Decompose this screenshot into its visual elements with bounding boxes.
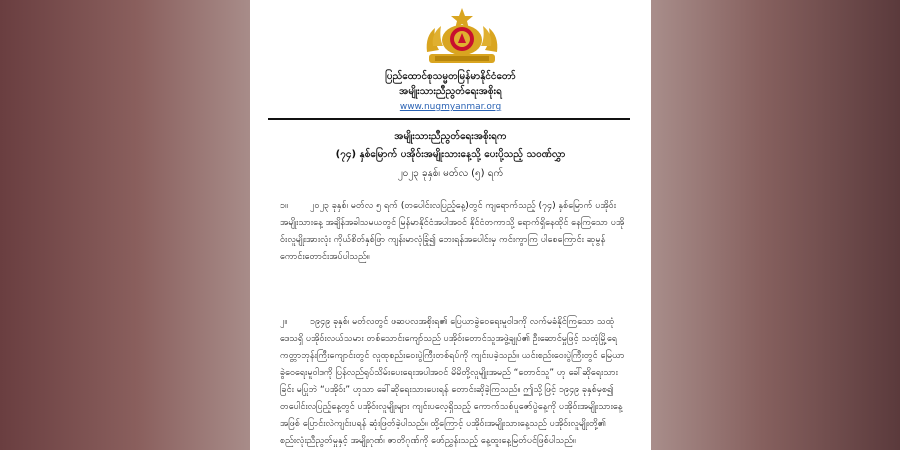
state-seal-emblem [423,6,501,66]
document-page [250,0,651,450]
document-title-line2: (၇၄) နှစ်မြောက် ပအိုဝ်းအမျိုးသားနေ့သို့ ပေးပို့သည့် သဝဏ်လွှာ [335,149,566,160]
government-name-line2: အမျိုးသားညီညွတ်ရေးအစိုးရ [399,86,502,97]
paragraph-text: ၂၀၂၃ ခုနှစ်၊ မတ်လ ၅ ရက် (တပေါင်းလပြည့်နေ့)တွင် ကျရောက်သည့် (၇၄) နှစ်မြောက် ပအိုဝ်းအမျိုးသားနေ့ အချိန်အခါသမယတွင် မြန်မာနိုင်ငံအပါအဝင် နိုင်ငံတကာသို့ ရောက်ရှိနေထိုင် နေကြသော ပအိုဝ်းလူမျိုးအားလုံး ကိုယ်စိတ်နှစ်ဖြာ ကျန်းမာလုံခြုံ၍ ဘေးရန်အပေါင်းမှ ကင်းကွာကြ ပါစေကြောင်း ဆုမွန်ကောင်းတောင်းအပ်ပါသည်။ [280,201,625,262]
document-title-line1: အမျိုးသားညီညွတ်ရေးအစိုးရက [394,131,507,142]
paragraph-1 [280,198,625,266]
document-date: ၂၀၂၃ ခုနှစ်၊ မတ်လ (၅) ရက် [397,168,504,179]
background-right [650,0,900,450]
paragraph-2 [280,314,625,450]
paragraph-number: ၁။ [280,201,288,211]
website-link[interactable]: www.nugmyanmar.org [399,102,502,112]
paragraph-number: ၂။ [280,317,288,327]
government-name-line1: ပြည်ထောင်စုသမ္မတမြန်မာနိုင်ငံတော် [385,71,516,82]
paragraph-text: ၁၉၄၉ ခုနှစ်၊ မတ်လတွင် ဖဆပလအစိုးရ၏ ပြေယာခွဲဝေရေးမူဝါဒကို လက်မခံနိုင်ကြသော သထုံဒေသရှိ ပအိုဝ်းလယ်သမား တစ်သောင်းကျော်သည် ပအိုဝ်းတောင်သူအဖွဲ့ချုပ်၏ ဦးဆောင်မှုဖြင့် သထုံမြို့ရေကတ္တာဘုန်းကြီးကျောင်းတွင် လူထုစည်းဝေးပွဲကြီးတစ်ရပ်ကို ကျင်းပခဲ့သည်။ ယင်းစည်းဝေးပွဲကြီးတွင် မြေယာခွဲဝေရေးမူဝါဒကို ပြန်လည်ရုပ်သိမ်းပေးရေးအပါအဝင် မိမိတို့လူမျိုးအမည် “တောင်သူ” ဟု ခေါ်ဆိုရေးသားခြင်း မပြုဘဲ “ပအိုဝ်း” ဟုသာ ခေါ်ဆိုရေးသားပေးရန် တောင်းဆိုခဲ့ကြသည်။ ဤသို့ဖြင့် ၁၉၄၉ ခုနှစ်မှစ၍ တပေါင်းလပြည့်နေ့တွင် ပအိုဝ်းလူမျိုးများ ကျင်းပလေ့ရှိသည့် ကောက်သစ်ပူဇော်ပွဲနေ့ကို ပအိုဝ်းအမျိုးသားနေ့အဖြစ် ပြောင်းလဲကျင်းပရန် ဆုံးဖြတ်ခဲ့ပါသည်။ ထို့ကြောင့် ပအိုဝ်းအမျိုးသားနေ့သည် ပအိုဝ်းလူမျိုးတို့၏ စည်းလုံးညီညွတ်မှုနှင့် အမျိုးဂုဏ်၊ ဇာတိဂုဏ်ကို ဖော်ညွှန်းသည့် နေ့ထူးနေ့မြတ်ပင်ဖြစ်ပါသည်။ [280,317,625,446]
background-left [0,0,250,450]
header-divider [268,118,630,120]
